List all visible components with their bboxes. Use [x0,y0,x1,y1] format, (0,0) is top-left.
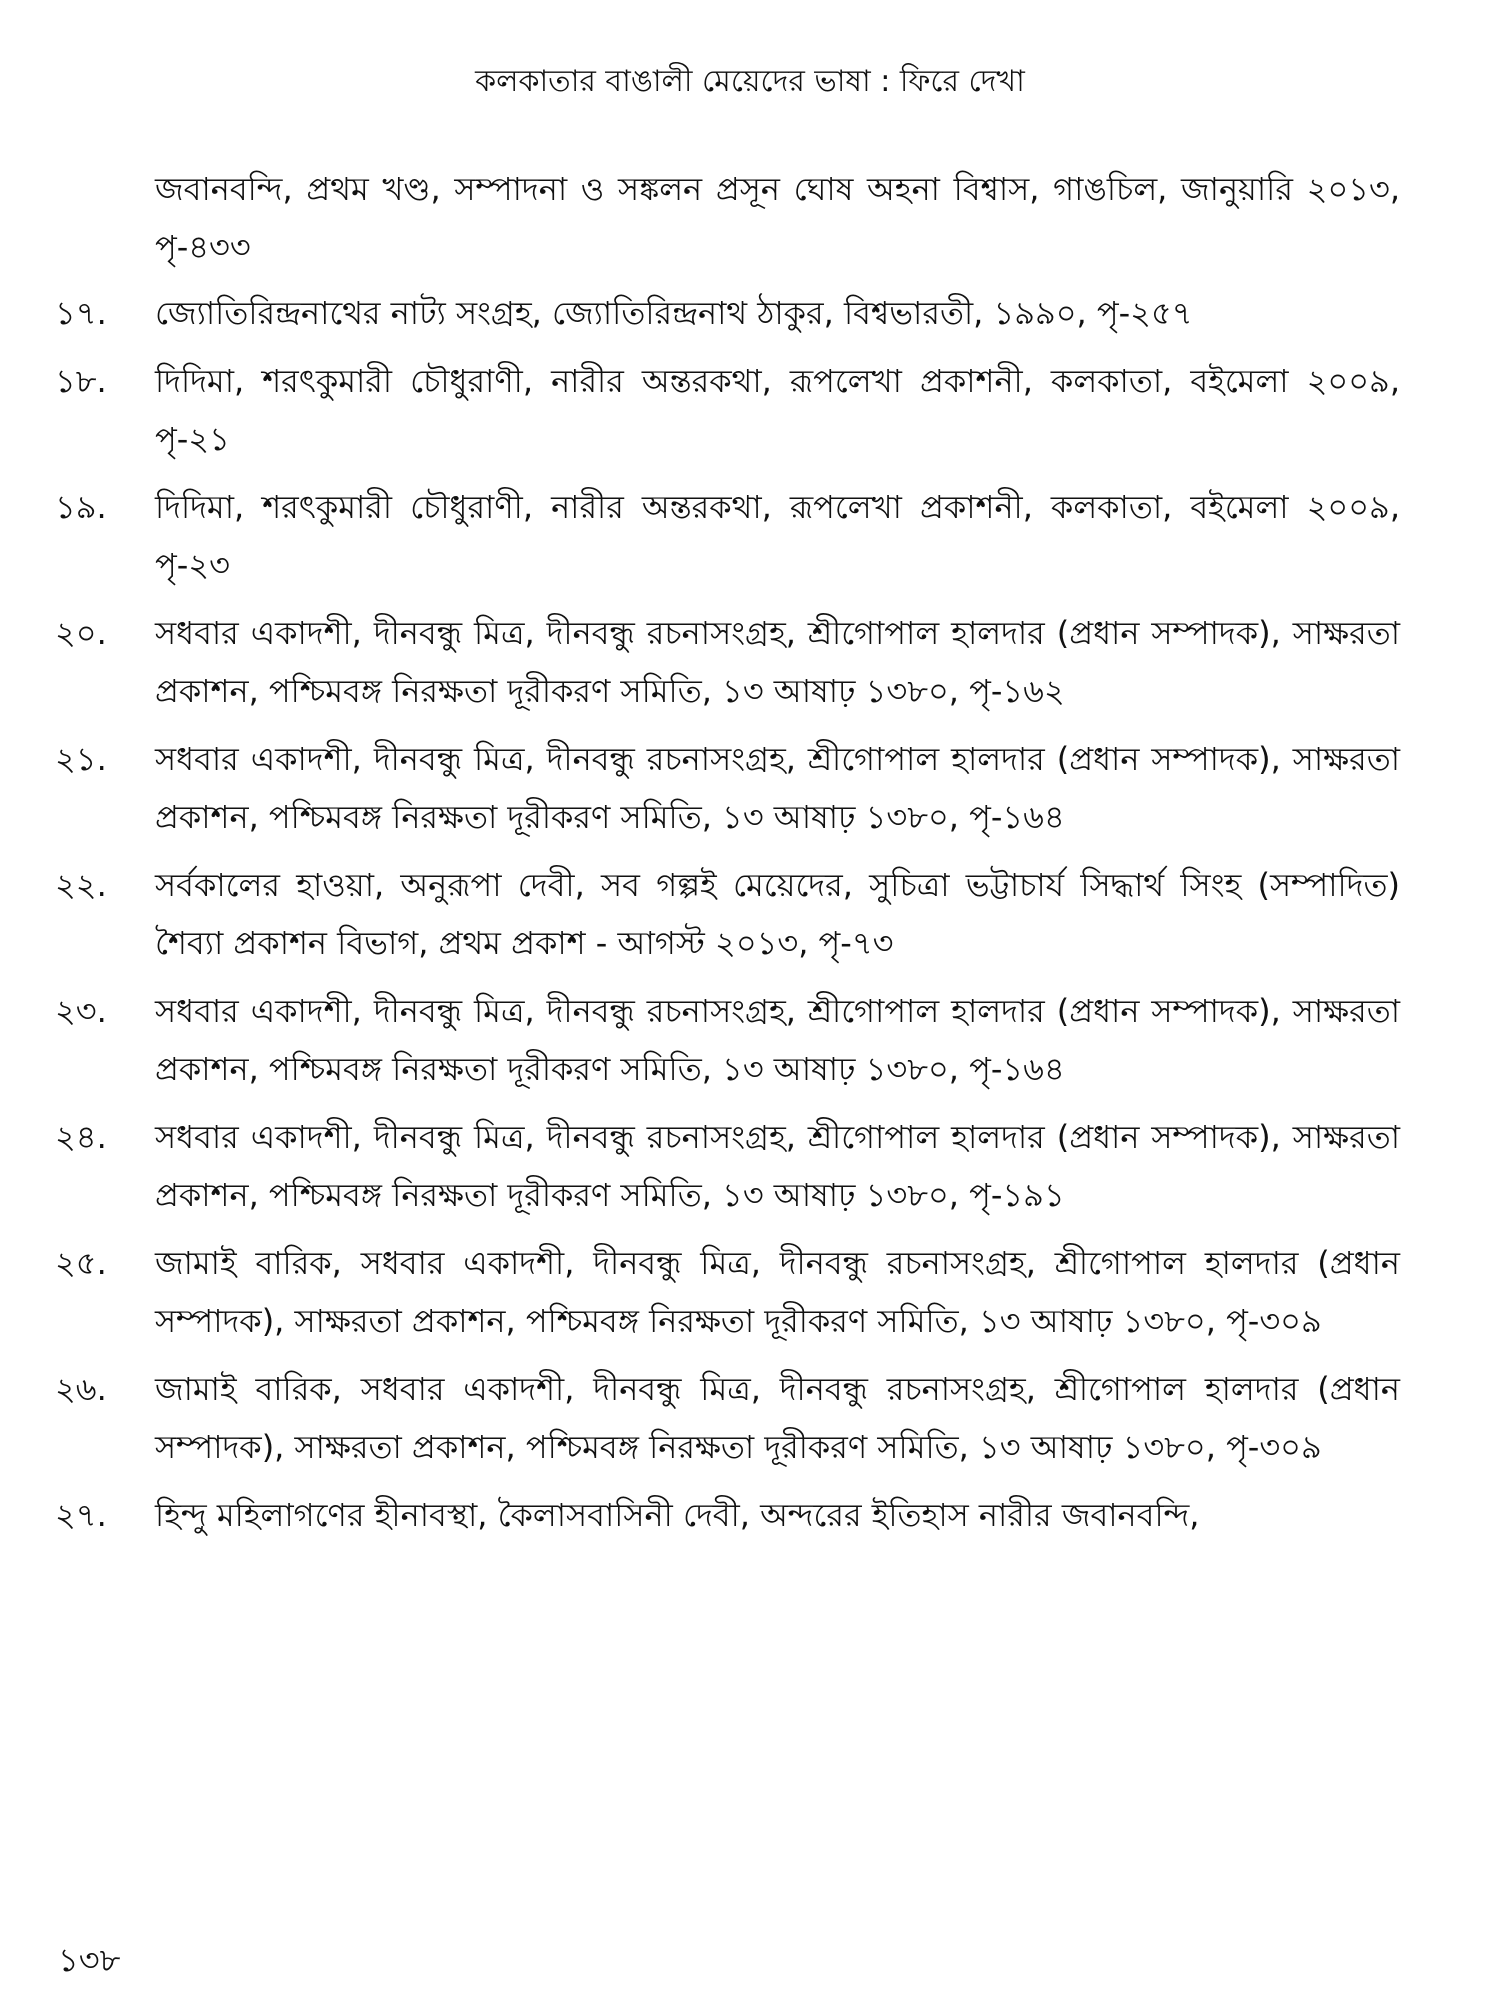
reference-text: সধবার একাদশী, দীনবন্ধু মিত্র, দীনবন্ধু রচনাসংগ্রহ, শ্রীগোপাল হালদার (প্রধান সম্পাদক), সাক্ষরতা প্রকাশন, পশ্চিমবঙ্গ নিরক্ষতা দূরীকরণ সমিতি, ১৩ আষাঢ় ১৩৮০, পৃ-১৯১ [155,1118,1400,1214]
reference-text: সর্বকালের হাওয়া, অনুরূপা দেবী, সব গল্পই মেয়েদের, সুচিত্রা ভট্টাচার্য সিদ্ধার্থ সিংহ (সম্পাদিত) শৈব্যা প্রকাশন বিভাগ, প্রথম প্রকাশ - আগস্ট ২০১৩, পৃ-৭৩ [155,866,1400,962]
reference-text: দিদিমা, শরৎকুমারী চৌধুরাণী, নারীর অন্তরকথা, রূপলেখা প্রকাশনী, কলকাতা, বইমেলা ২০০৯, পৃ-২৩ [155,488,1400,584]
reference-text: জ্যোতিরিন্দ্রনাথের নাট্য সংগ্রহ, জ্যোতিরিন্দ্রনাথ ঠাকুর, বিশ্বভারতী, ১৯৯০, পৃ-২৫৭ [155,294,1193,332]
reference-number: ২০. [55,614,107,652]
reference-text: জামাই বারিক, সধবার একাদশী, দীনবন্ধু মিত্র, দীনবন্ধু রচনাসংগ্রহ, শ্রীগোপাল হালদার (প্রধান সম্পাদক), সাক্ষরতা প্রকাশন, পশ্চিমবঙ্গ নিরক্ষতা দূরীকরণ সমিতি, ১৩ আষাঢ় ১৩৮০, পৃ-৩০৯ [155,1244,1400,1340]
reference-number: ১৭. [55,294,107,332]
reference-number: ২৫. [55,1244,107,1282]
running-head: কলকাতার বাঙালী মেয়েদের ভাষা : ফিরে দেখা [475,64,1025,99]
reference-list [55,160,1400,1554]
reference-26 [55,1360,1400,1476]
reference-17 [55,284,1400,342]
reference-23 [55,982,1400,1098]
reference-number: ১৮. [55,362,107,400]
reference-text: সধবার একাদশী, দীনবন্ধু মিত্র, দীনবন্ধু রচনাসংগ্রহ, শ্রীগোপাল হালদার (প্রধান সম্পাদক), সাক্ষরতা প্রকাশন, পশ্চিমবঙ্গ নিরক্ষতা দূরীকরণ সমিতি, ১৩ আষাঢ় ১৩৮০, পৃ-১৬২ [155,614,1400,710]
reference-text: দিদিমা, শরৎকুমারী চৌধুরাণী, নারীর অন্তরকথা, রূপলেখা প্রকাশনী, কলকাতা, বইমেলা ২০০৯, পৃ-২১ [155,362,1400,458]
reference-27 [55,1486,1400,1544]
reference-24 [55,1108,1400,1224]
reference-number: ২৬. [55,1370,107,1408]
reference-text: সধবার একাদশী, দীনবন্ধু মিত্র, দীনবন্ধু রচনাসংগ্রহ, শ্রীগোপাল হালদার (প্রধান সম্পাদক), সাক্ষরতা প্রকাশন, পশ্চিমবঙ্গ নিরক্ষতা দূরীকরণ সমিতি, ১৩ আষাঢ় ১৩৮০, পৃ-১৬৪ [155,740,1400,836]
reference-number: ২৪. [55,1118,107,1156]
reference-21 [55,730,1400,846]
reference-20 [55,604,1400,720]
reference-22 [55,856,1400,972]
reference-18 [55,352,1400,468]
reference-text: জবানবন্দি, প্রথম খণ্ড, সম্পাদনা ও সঙ্কলন প্রসূন ঘোষ অহনা বিশ্বাস, গাঙচিল, জানুয়ারি ২০১৩, পৃ-৪৩৩ [155,170,1400,266]
reference-number: ২২. [55,866,107,904]
reference-continued [105,160,1400,276]
reference-25 [55,1234,1400,1350]
reference-number: ১৯. [55,488,107,526]
reference-19 [55,478,1400,594]
page-number: ১৩৮ [58,1941,121,1979]
reference-text: হিন্দু মহিলাগণের হীনাবস্থা, কৈলাসবাসিনী দেবী, অন্দরের ইতিহাস নারীর জবানবন্দি, [155,1496,1200,1534]
reference-text: জামাই বারিক, সধবার একাদশী, দীনবন্ধু মিত্র, দীনবন্ধু রচনাসংগ্রহ, শ্রীগোপাল হালদার (প্রধান সম্পাদক), সাক্ষরতা প্রকাশন, পশ্চিমবঙ্গ নিরক্ষতা দূরীকরণ সমিতি, ১৩ আষাঢ় ১৩৮০, পৃ-৩০৯ [155,1370,1400,1466]
reference-number: ২৭. [55,1496,107,1534]
reference-text: সধবার একাদশী, দীনবন্ধু মিত্র, দীনবন্ধু রচনাসংগ্রহ, শ্রীগোপাল হালদার (প্রধান সম্পাদক), সাক্ষরতা প্রকাশন, পশ্চিমবঙ্গ নিরক্ষতা দূরীকরণ সমিতি, ১৩ আষাঢ় ১৩৮০, পৃ-১৬৪ [155,992,1400,1088]
reference-number: ২১. [55,740,107,778]
reference-number: ২৩. [55,992,107,1030]
